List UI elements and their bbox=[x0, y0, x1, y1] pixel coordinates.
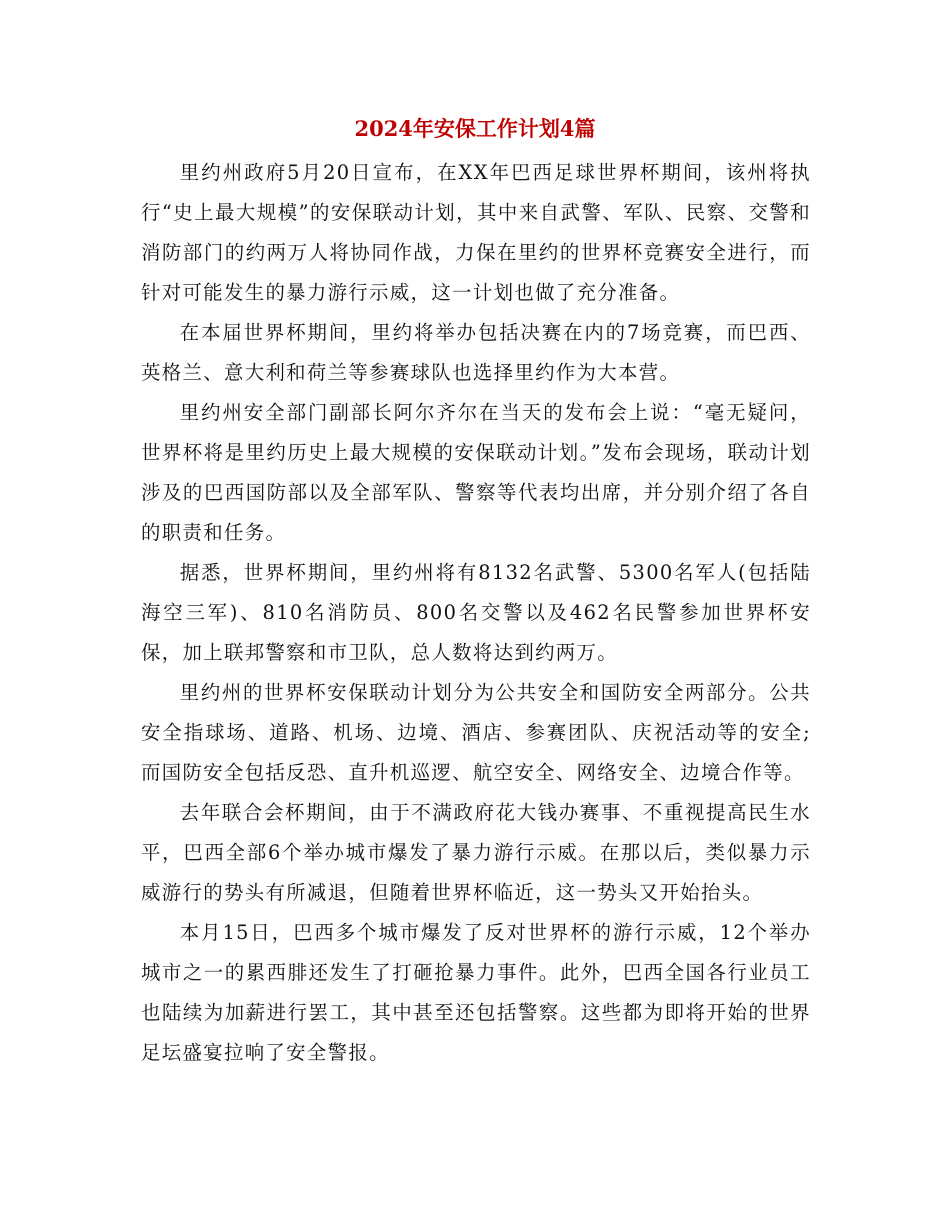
paragraph-4: 据悉，世界杯期间，里约州将有8132名武警、5300名军人(包括陆海空三军)、810名消防员、800名交警以及462名民警参加世界杯安保，加上联邦警察和市卫队，总人数将达到约两万。 bbox=[141, 561, 811, 664]
paragraph-7: 本月15日，巴西多个城市爆发了反对世界杯的游行示威，12个举办城市之一的累西腓还发生了打砸抢暴力事件。此外，巴西全国各行业员工也陆续为加薪进行罢工，其中甚至还包括警察。这些都为即将开始的世界足坛盛宴拉响了安全警报。 bbox=[141, 921, 811, 1064]
document-title: 2024年安保工作计划4篇 bbox=[354, 116, 596, 141]
paragraph-3: 里约州安全部门副部长阿尔齐尔在当天的发布会上说：“毫无疑问，世界杯将是里约历史上最大规模的安保联动计划。”发布会现场，联动计划涉及的巴西国防部以及全部军队、警察等代表均出席，并分别介绍了各自的职责和任务。 bbox=[141, 401, 811, 544]
paragraph-2: 在本届世界杯期间，里约将举办包括决赛在内的7场竞赛，而巴西、英格兰、意大利和荷兰等参赛球队也选择里约作为大本营。 bbox=[141, 321, 811, 384]
paragraph-6: 去年联合会杯期间，由于不满政府花大钱办赛事、不重视提高民生水平，巴西全部6个举办城市爆发了暴力游行示威。在那以后，类似暴力示威游行的势头有所减退，但随着世界杯临近，这一势头又开始抬头。 bbox=[141, 801, 811, 904]
document-body bbox=[141, 153, 811, 1073]
paragraph-1: 里约州政府5月20日宣布，在XX年巴西足球世界杯期间，该州将执行“史上最大规模”的安保联动计划，其中来自武警、军队、民察、交警和消防部门的约两万人将协同作战，力保在里约的世界杯竞赛安全进行，而针对可能发生的暴力游行示威，这一计划也做了充分准备。 bbox=[141, 161, 811, 304]
paragraph-5: 里约州的世界杯安保联动计划分为公共安全和国防安全两部分。公共安全指球场、道路、机场、边境、酒店、参赛团队、庆祝活动等的安全;而国防安全包括反恐、直升机巡逻、航空安全、网络安全、边境合作等。 bbox=[141, 681, 811, 784]
